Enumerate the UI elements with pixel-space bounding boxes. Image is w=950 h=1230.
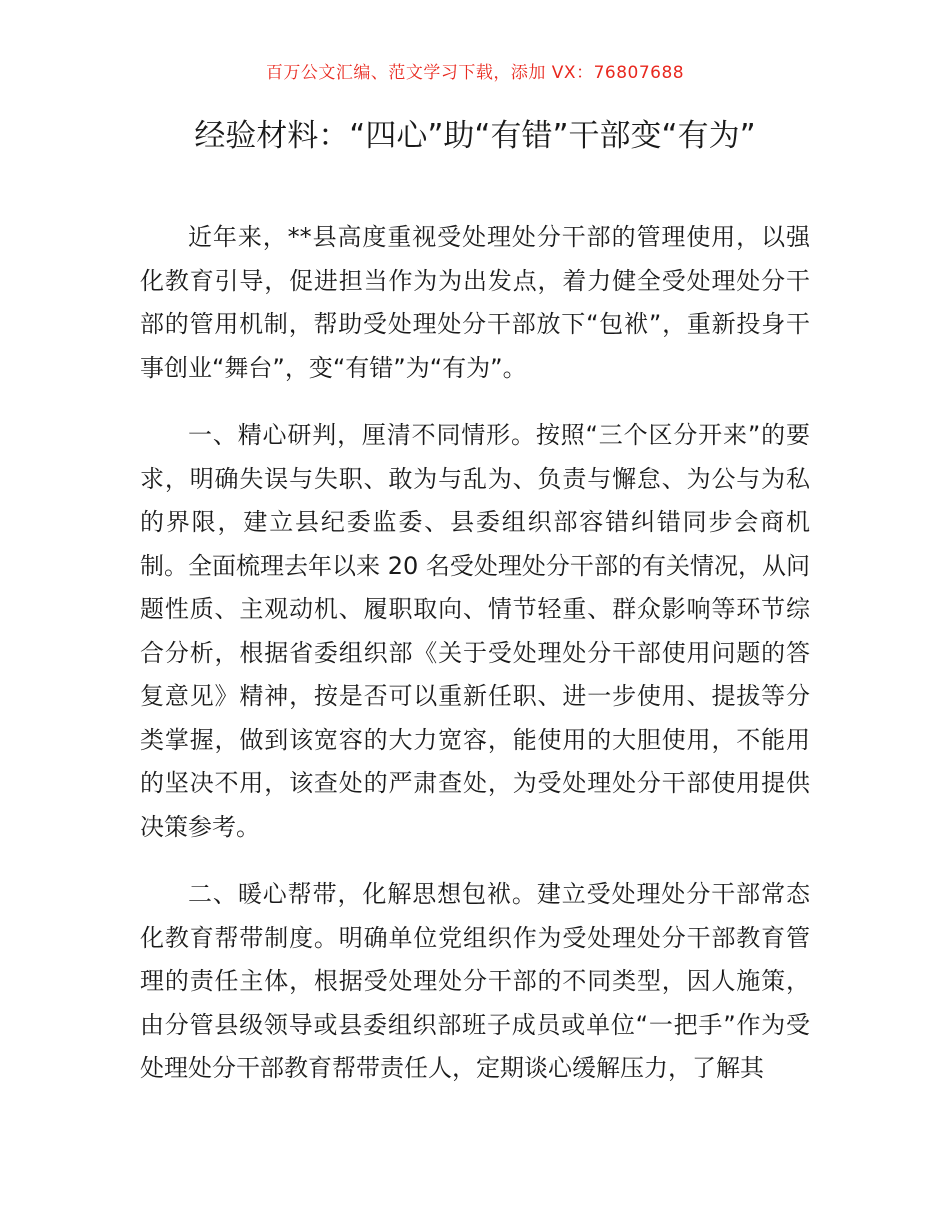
document-body: [140, 216, 810, 1115]
promo-header: 百万公文汇编、范文学习下载，添加 VX：76807688: [265, 63, 685, 83]
document-title: 经验材料：“四心”助“有错”干部变“有为”: [194, 118, 756, 154]
paragraph-intro: 近年来，**县高度重视受处理处分干部的管理使用，以强化教育引导，促进担当作为为出发点，着力健全受处理处分干部的管用机制，帮助受处理处分干部放下“包袱”，重新投身干事创业“舞台”，变“有错”为“有为”。: [140, 223, 810, 382]
paragraph-section-1: 一、精心研判，厘清不同情形。按照“三个区分开来”的要求，明确失误与失职、敢为与乱为、负责与懈怠、为公与为私的界限，建立县纪委监委、县委组织部容错纠错同步会商机制。全面梳理去年以来 20 名受处理处分干部的有关情况，从问题性质、主观动机、履职取向、情节轻重、群众影响等环节综合分析，根据省委组织部《关于受处理处分干部使用问题的答复意见》精神，按是否可以重新任职、进一步使用、提拔等分类掌握，做到该宽容的大力宽容，能使用的大胆使用，不能用的坚决不用，该查处的严肃查处，为受处理处分干部使用提供决策参考。: [140, 421, 810, 841]
paragraph-section-2: 二、暖心帮带，化解思想包袱。建立受处理处分干部常态化教育帮带制度。明确单位党组织作为受处理处分干部教育管理的责任主体，根据受处理处分干部的不同类型，因人施策，由分管县级领导或县委组织部班子成员或单位“一把手”作为受处理处分干部教育帮带责任人，定期谈心缓解压力，了解其: [140, 880, 810, 1082]
